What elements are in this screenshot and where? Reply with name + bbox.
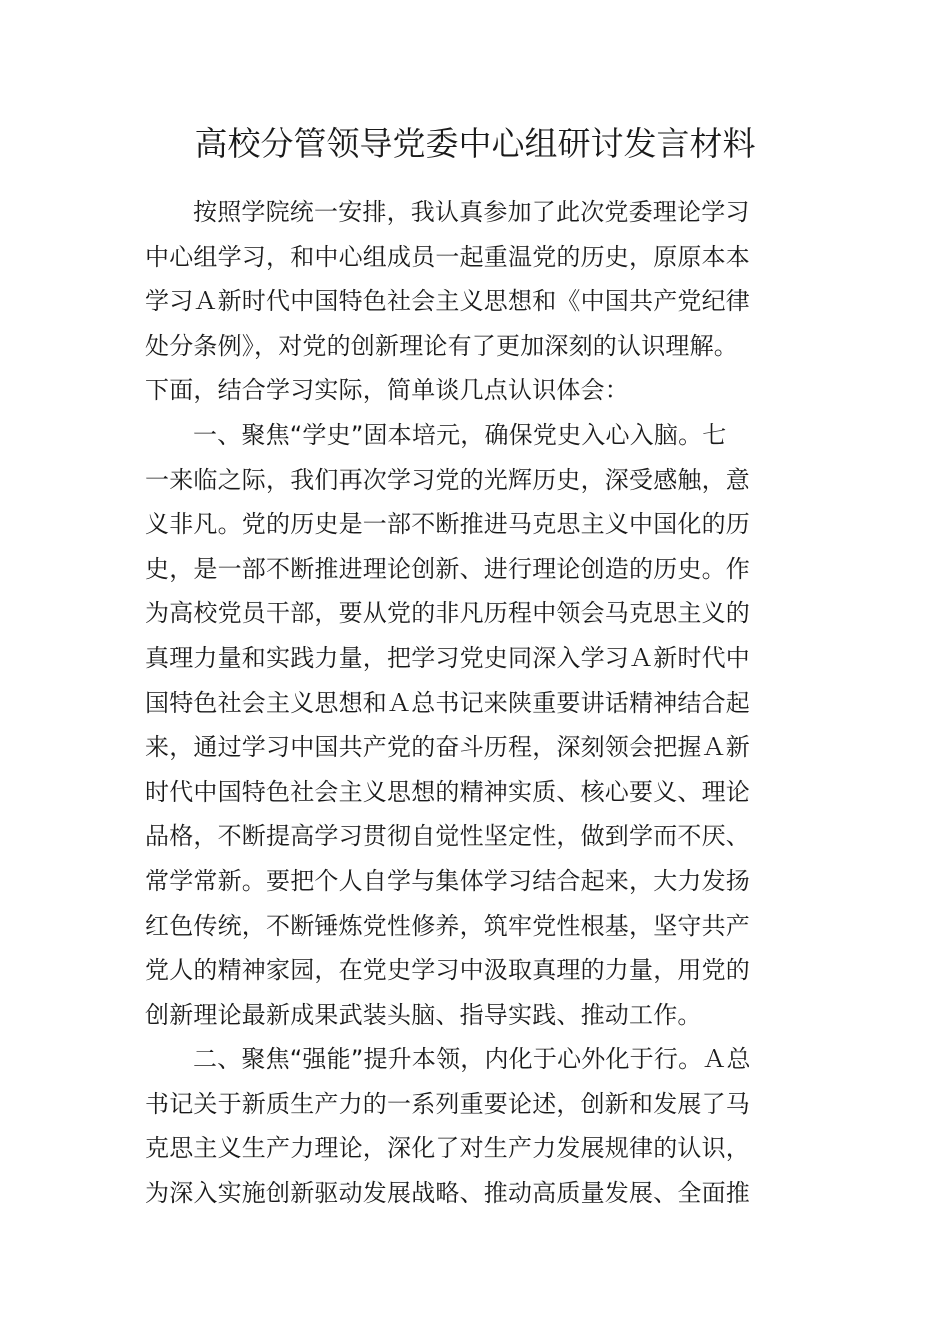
paragraph-line: 国特色社会主义思想和Ａ总书记来陕重要讲话精神结合起 — [145, 688, 750, 717]
paragraph-line: 常学常新。要把个人自学与集体学习结合起来，大力发扬 — [145, 866, 750, 895]
section-heading-line: 一、聚焦“学史”固本培元，确保党史入心入脑。七 — [193, 420, 727, 449]
paragraph-line: 创新理论最新成果武装头脑、指导实践、推动工作。 — [145, 1000, 702, 1029]
document-title: 高校分管领导党委中心组研讨发言材料 — [194, 124, 756, 163]
paragraph-line: 学习Ａ新时代中国特色社会主义思想和《中国共产党纪律 — [145, 287, 750, 316]
paragraph-line: 书记关于新质生产力的一系列重要论述，创新和发展了马 — [145, 1089, 750, 1118]
paragraph-line: 红色传统，不断锤炼党性修养，筑牢党性根基，坚守共产 — [145, 911, 750, 940]
document-body — [145, 190, 805, 1216]
paragraph-line: 真理力量和实践力量，把学习党史同深入学习Ａ新时代中 — [145, 643, 750, 672]
paragraph-line: 下面，结合学习实际，简单谈几点认识体会： — [145, 376, 629, 405]
paragraph-line: 一来临之际，我们再次学习党的光辉历史，深受感触，意 — [145, 465, 750, 494]
paragraph-line: 品格，不断提高学习贯彻自觉性坚定性，做到学而不厌、 — [145, 822, 750, 851]
paragraph-line: 为高校党员干部，要从党的非凡历程中领会马克思主义的 — [145, 599, 750, 628]
paragraph-line: 党人的精神家园，在党史学习中汲取真理的力量，用党的 — [145, 956, 750, 985]
paragraph-line: 来，通过学习中国共产党的奋斗历程，深刻领会把握Ａ新 — [145, 733, 750, 762]
paragraph-line: 史，是一部不断推进理论创新、进行理论创造的历史。作 — [145, 554, 750, 583]
paragraph-line: 为深入实施创新驱动发展战略、推动高质量发展、全面推 — [145, 1179, 750, 1208]
paragraph-line: 克思主义生产力理论，深化了对生产力发展规律的认识， — [145, 1134, 750, 1163]
paragraph-line: 按照学院统一安排，我认真参加了此次党委理论学习 — [193, 198, 750, 226]
paragraph-line: 义非凡。党的历史是一部不断推进马克思主义中国化的历 — [145, 510, 750, 539]
paragraph-line: 中心组学习，和中心组成员一起重温党的历史，原原本本 — [145, 242, 750, 271]
paragraph-line: 处分条例》，对党的创新理论有了更加深刻的认识理解。 — [145, 331, 738, 360]
section-heading-line: 二、聚焦“强能”提升本领，内化于心外化于行。Ａ总 — [193, 1045, 751, 1074]
paragraph-line: 时代中国特色社会主义思想的精神实质、核心要义、理论 — [145, 777, 750, 806]
